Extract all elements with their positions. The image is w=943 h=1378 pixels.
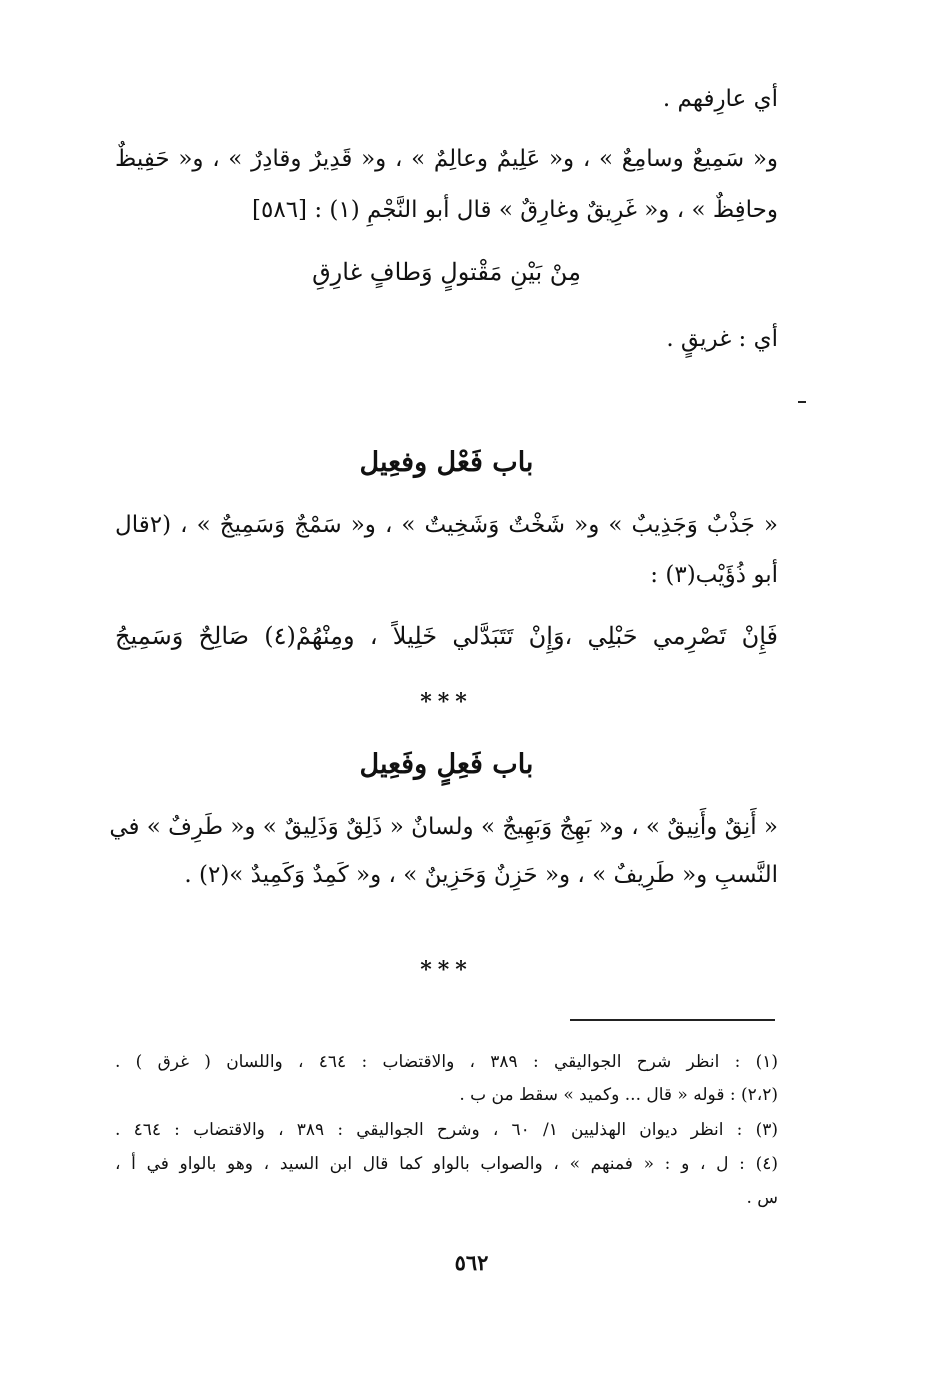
footnote-3: (٣) : انظر ديوان الهذليين ١/ ٦٠ ، وشرح الجواليقي : ٣٨٩ ، والاقتضاب : ٤٦٤ . <box>115 1120 778 1140</box>
body-line-2: و« سَمِيعٌ وسامِعٌ » ، و« عَلِيمٌ وعالِمٌ » ، و« قَدِيرٌ وقادِرٌ » ، و« حَفِيظٌ <box>115 146 778 172</box>
section2-line-1: « أَنِقٌ وأَنِيقٌ » ، و« بَهِجٌ وَبَهِيجٌ » ولسانٌ « ذَلِقٌ وَذَلِيقٌ » و« طَرِفٌ » في <box>109 814 778 840</box>
section1-verse: فَإِنْ تَصْرِمي حَبْلِي ،وَإِنْ تَتَبَدَّلي خَلِيلاً ، ومِنْهُمْ(٤) صَالِحٌ وَسَمِيجُ <box>115 622 778 650</box>
separator-stars-1: *** <box>420 689 473 715</box>
body-line-4: أي : غريقٍ . <box>666 326 778 352</box>
section1-line-1: « جَذْبٌ وَجَذِيبٌ » و« شَخْتٌ وَشَخِيتٌ » ، و« سَمْجٌ وَسَمِيجٌ » ، (٢قال <box>115 512 778 538</box>
page-number: ٥٦٢ <box>454 1250 489 1275</box>
section-heading-1: باب فَعْل وفعِيل <box>359 447 534 478</box>
footnote-1: (١) : انظر شرح الجواليقي : ٣٨٩ ، والاقتضاب : ٤٦٤ ، واللسان ( غرق ) . <box>115 1052 779 1072</box>
footnote-4: (٤) : ل ، و : « فمنهم » ، والصواب بالواو كما قال ابن السيد ، وهو بالواو في أ ، <box>115 1154 778 1174</box>
body-line-3: وحافِظٌ » ، و« غَرِيقٌ وغارِقٌ » قال أبو النَّجْمِ (١) : [٥٨٦] <box>252 197 778 223</box>
section-heading-2: باب فَعِلٍ وفَعِيل <box>359 749 534 780</box>
footnote-2: (٢،٢) : قوله « قال ... وكميد » سقط من ب . <box>459 1085 778 1105</box>
separator-stars-2: *** <box>420 957 473 983</box>
footnote-divider <box>570 1019 775 1021</box>
footnote-4-continuation: س . <box>746 1188 778 1208</box>
margin-mark <box>798 401 806 403</box>
section1-line-2: أبو ذُؤَيْب(٣) : <box>650 562 778 588</box>
body-line-1: أي عارِفهم . <box>662 86 778 112</box>
verse-line-1: مِنْ بَيْنِ مَقْتولٍ وَطافٍ غارِقِ <box>312 258 581 286</box>
section2-line-2: النَّسبِ و« طَرِيفٌ » ، و« حَزِنٌ وَحَزِينٌ » ، و« كَمِدٌ وَكَمِيدٌ »(٢) . <box>184 862 778 888</box>
